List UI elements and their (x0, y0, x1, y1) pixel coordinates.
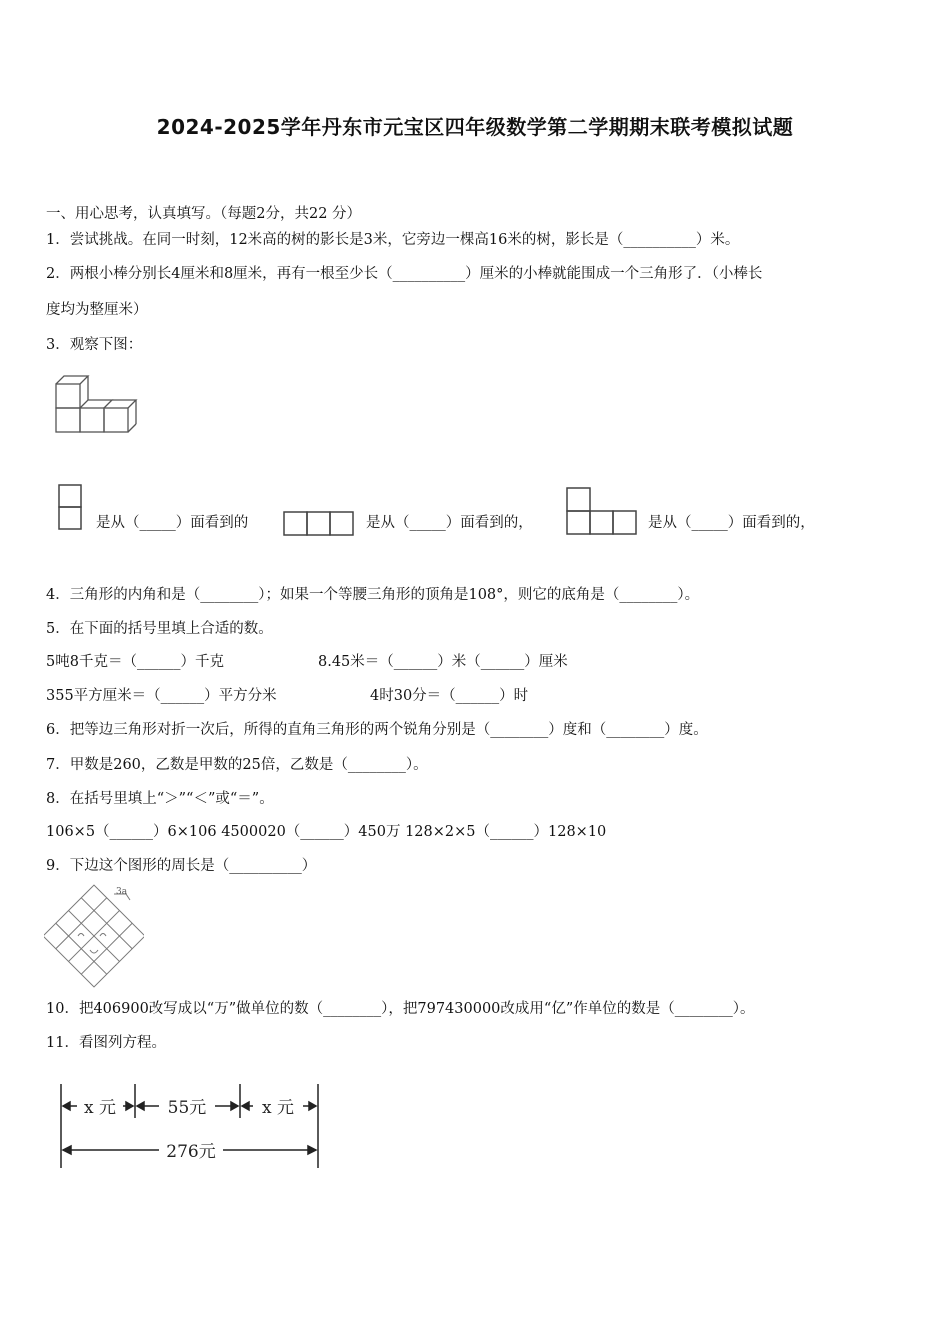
question-5-item-d: 4时30分＝（______）时 (370, 688, 529, 704)
view-figure-3 (565, 486, 639, 538)
diagram-label-left: x 元 (84, 1098, 116, 1118)
view-caption-2: 是从（_____）面看到的， (366, 515, 533, 531)
question-8: 8．在括号里填上“＞”“＜”或“＝”。 (46, 791, 274, 807)
question-5: 5．在下面的括号里填上合适的数。 (46, 621, 273, 637)
question-1: 1．尝试挑战。在同一时刻，12米高的树的影长是3米，它旁边一棵高16米的树，影长是（__________）米。 (46, 232, 740, 248)
page-title: 2024-2025学年丹东市元宝区四年级数学第二学期期末联考模拟试题 (156, 115, 794, 139)
question-10: 10．把406900改写成以“万”做单位的数（________），把797430000改成用“亿”作单位的数是（________）。 (46, 1001, 755, 1017)
question-2: 2．两根小棒分别长4厘米和8厘米，再有一根至少长（__________）厘米的小棒就能围成一个三角形了．（小棒长 (46, 266, 763, 282)
view-caption-1: 是从（_____）面看到的 (96, 515, 249, 531)
diagram-label-middle: 55元 (167, 1098, 207, 1118)
question-6: 6．把等边三角形对折一次后，所得的直角三角形的两个锐角分别是（________）度和（________）度。 (46, 722, 708, 738)
question-11: 11．看图列方程。 (46, 1035, 166, 1051)
equation-diagram (55, 1080, 330, 1172)
view-caption-3: 是从（_____）面看到的， (648, 515, 815, 531)
view-figure-1 (57, 483, 85, 533)
diagram-label-total: 276元 (166, 1142, 216, 1162)
section-heading: 一、用心思考，认真填写。（每题2分，共22 分） (46, 206, 362, 222)
question-4: 4．三角形的内角和是（________）；如果一个等腰三角形的顶角是108°，则它的底角是（________）。 (46, 587, 700, 603)
grid-label: 3a (116, 887, 128, 897)
cube-stack-figure (50, 370, 140, 438)
diagram-label-right: x 元 (262, 1098, 294, 1118)
question-9: 9．下边这个图形的周长是（__________） (46, 858, 317, 874)
question-5-item-b: 8.45米＝（______）米（______）厘米 (318, 654, 568, 670)
question-7: 7．甲数是260，乙数是甲数的25倍，乙数是（________）。 (46, 757, 428, 773)
question-2-continued: 度均为整厘米） (46, 302, 148, 318)
question-3: 3．观察下图： (46, 337, 143, 353)
question-5-item-a: 5吨8千克＝（______）千克 (46, 654, 224, 670)
question-8-items: 106×5（______）6×106 4500020（______）450万 128×2×5（______）128×10 (46, 824, 607, 840)
question-5-item-c: 355平方厘米＝（______）平方分米 (46, 688, 277, 704)
perimeter-grid-figure (44, 884, 144, 988)
view-figure-2 (282, 510, 356, 538)
